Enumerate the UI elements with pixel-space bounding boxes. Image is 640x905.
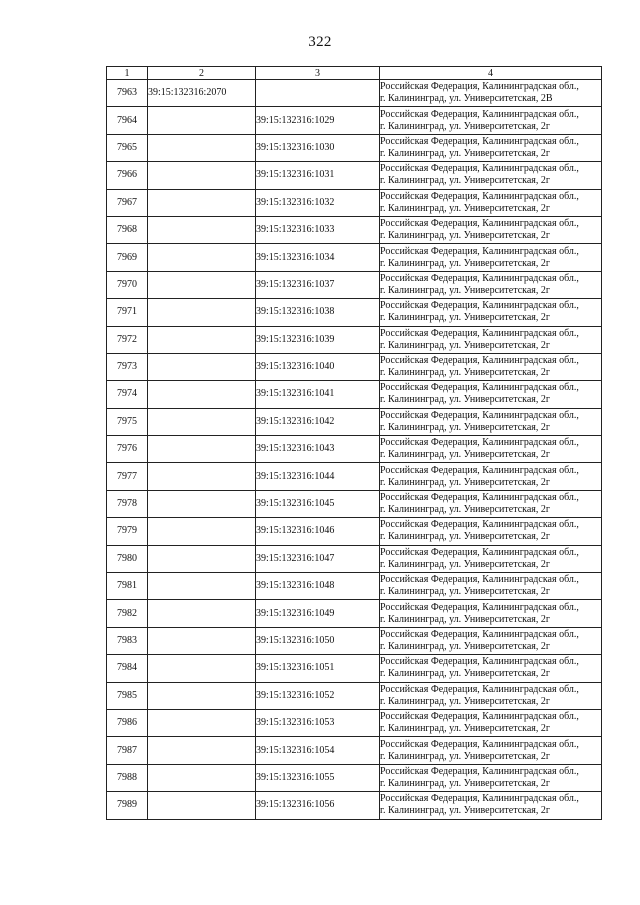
cadastral-number-col3: 39:15:132316:1031 <box>256 162 380 189</box>
address-cell <box>380 189 602 216</box>
cadastral-number-col2 <box>148 573 256 600</box>
cadastral-number-col2 <box>148 381 256 408</box>
header-row <box>107 67 602 80</box>
row-number: 7984 <box>107 655 148 682</box>
address-line-1: Российская Федерация, Калининградская обл., <box>380 108 579 120</box>
address-line-2: г. Калининград, ул. Университетская, 2г <box>380 641 550 652</box>
address-line-1: Российская Федерация, Калининградская обл., <box>380 218 579 230</box>
cadastral-number-col2 <box>148 545 256 572</box>
address-line-1: Российская Федерация, Калининградская обл., <box>380 464 579 476</box>
row-number: 7969 <box>107 244 148 271</box>
row-number: 7977 <box>107 463 148 490</box>
cadastral-number-col2 <box>148 271 256 298</box>
address-cell <box>380 518 602 545</box>
address-line-1: Российская Федерация, Калининградская обл., <box>380 519 579 531</box>
row-number: 7983 <box>107 627 148 654</box>
address-line-2: г. Калининград, ул. Университетская, 2г <box>380 257 550 269</box>
table-row <box>107 326 602 353</box>
cadastral-number-col2: 39:15:132316:2070 <box>148 80 256 107</box>
address-line-1: Российская Федерация, Калининградская обл., <box>380 163 579 175</box>
address-cell <box>380 80 602 107</box>
table-row <box>107 244 602 271</box>
cadastral-number-col2 <box>148 682 256 709</box>
row-number: 7978 <box>107 490 148 517</box>
address-cell <box>380 271 602 298</box>
address-line-2: г. Калининград, ул. Университетская, 2г <box>380 558 550 570</box>
cadastral-number-col3: 39:15:132316:1042 <box>256 408 380 435</box>
cadastral-number-col3: 39:15:132316:1032 <box>256 189 380 216</box>
cadastral-number-col3: 39:15:132316:1040 <box>256 353 380 380</box>
address-cell <box>380 463 602 490</box>
row-number: 7968 <box>107 216 148 243</box>
address-line-2: г. Калининград, ул. Университетская, 2г <box>380 449 550 461</box>
address-line-1: Российская Федерация, Калининградская обл., <box>380 327 579 339</box>
address-line-1: Российская Федерация, Калининградская обл., <box>380 135 579 147</box>
cadastral-number-col2 <box>148 189 256 216</box>
cadastral-number-col2 <box>148 162 256 189</box>
address-line-2: г. Калининград, ул. Университетская, 2г <box>380 613 550 625</box>
cadastral-number-col3: 39:15:132316:1041 <box>256 381 380 408</box>
table-row <box>107 162 602 189</box>
address-line-1: Российская Федерация, Калининградская обл., <box>380 793 579 805</box>
table-row <box>107 353 602 380</box>
table-header <box>107 67 602 80</box>
cadastral-number-col2 <box>148 134 256 161</box>
cadastral-number-col3: 39:15:132316:1050 <box>256 627 380 654</box>
table-row <box>107 682 602 709</box>
table-row <box>107 573 602 600</box>
cadastral-number-col3: 39:15:132316:1051 <box>256 655 380 682</box>
address-line-1: Российская Федерация, Калининградская обл., <box>380 711 579 723</box>
cadastral-number-col2 <box>148 353 256 380</box>
address-line-1: Российская Федерация, Калининградская обл., <box>380 245 579 257</box>
cadastral-number-col3: 39:15:132316:1052 <box>256 682 380 709</box>
cadastral-number-col2 <box>148 518 256 545</box>
table-row <box>107 518 602 545</box>
row-number: 7989 <box>107 792 148 819</box>
address-line-1: Российская Федерация, Калининградская обл., <box>380 683 579 695</box>
row-number: 7964 <box>107 107 148 134</box>
table-row <box>107 299 602 326</box>
address-line-2: г. Калининград, ул. Университетская, 2г <box>380 723 550 735</box>
table-row <box>107 134 602 161</box>
address-cell <box>380 216 602 243</box>
address-line-1: Российская Федерация, Калининградская обл., <box>380 272 579 284</box>
address-cell <box>380 709 602 736</box>
row-number: 7987 <box>107 737 148 764</box>
address-line-2: г. Калининград, ул. Университетская, 2г <box>380 175 550 187</box>
address-cell <box>380 436 602 463</box>
table-row <box>107 216 602 243</box>
cadastral-number-col3: 39:15:132316:1053 <box>256 709 380 736</box>
row-number: 7979 <box>107 518 148 545</box>
table-row <box>107 737 602 764</box>
address-line-1: Российская Федерация, Калининградская обл., <box>380 437 579 449</box>
header-col-3: 3 <box>256 67 380 80</box>
address-cell <box>380 627 602 654</box>
address-line-1: Российская Федерация, Калининградская обл., <box>380 629 579 640</box>
address-line-2: г. Калининград, ул. Университетская, 2г <box>380 777 550 789</box>
cadastral-number-col3: 39:15:132316:1046 <box>256 518 380 545</box>
cadastral-number-col3: 39:15:132316:1047 <box>256 545 380 572</box>
cadastral-number-col2 <box>148 764 256 791</box>
table-row <box>107 655 602 682</box>
cadastral-number-col3: 39:15:132316:1038 <box>256 299 380 326</box>
address-line-1: Российская Федерация, Калининградская обл., <box>380 355 579 367</box>
cadastral-number-col2 <box>148 408 256 435</box>
cadastral-number-col3: 39:15:132316:1043 <box>256 436 380 463</box>
row-number: 7966 <box>107 162 148 189</box>
address-cell <box>380 408 602 435</box>
address-cell <box>380 764 602 791</box>
address-cell <box>380 545 602 572</box>
address-line-2: г. Калининград, ул. Университетская, 2г <box>380 750 550 762</box>
address-cell <box>380 134 602 161</box>
address-line-2: г. Калининград, ул. Университетская, 2г <box>380 120 550 132</box>
cadastral-number-col2 <box>148 792 256 819</box>
table-row <box>107 490 602 517</box>
row-number: 7963 <box>107 80 148 107</box>
table-row <box>107 627 602 654</box>
address-line-2: г. Калининград, ул. Университетская, 2г <box>380 668 550 680</box>
row-number: 7970 <box>107 271 148 298</box>
cadastral-number-col3: 39:15:132316:1044 <box>256 463 380 490</box>
cadastral-number-col3: 39:15:132316:1029 <box>256 107 380 134</box>
address-line-1: Российская Федерация, Калининградская обл., <box>380 738 579 750</box>
header-col-4: 4 <box>380 67 602 80</box>
cadastral-number-col2 <box>148 299 256 326</box>
cadastral-number-col3: 39:15:132316:1049 <box>256 600 380 627</box>
address-line-2: г. Калининград, ул. Университетская, 2г <box>380 805 550 817</box>
table-row <box>107 436 602 463</box>
cadastral-number-col3: 39:15:132316:1045 <box>256 490 380 517</box>
table-row <box>107 80 602 107</box>
cadastral-number-col2 <box>148 326 256 353</box>
row-number: 7982 <box>107 600 148 627</box>
address-line-2: г. Калининград, ул. Университетская, 2г <box>380 339 550 351</box>
address-line-2: г. Калининград, ул. Университетская, 2г <box>380 367 550 379</box>
row-number: 7981 <box>107 573 148 600</box>
address-cell <box>380 107 602 134</box>
address-line-2: г. Калининград, ул. Университетская, 2г <box>380 476 550 488</box>
address-cell <box>380 244 602 271</box>
row-number: 7976 <box>107 436 148 463</box>
table-row <box>107 408 602 435</box>
cadastral-number-col3: 39:15:132316:1039 <box>256 326 380 353</box>
address-cell <box>380 490 602 517</box>
row-number: 7986 <box>107 709 148 736</box>
cadastral-number-col3: 39:15:132316:1054 <box>256 737 380 764</box>
address-cell <box>380 299 602 326</box>
table-body <box>107 80 602 820</box>
row-number: 7965 <box>107 134 148 161</box>
address-line-2: г. Калининград, ул. Университетская, 2г <box>380 421 550 433</box>
cadastral-number-col2 <box>148 600 256 627</box>
cadastral-number-col2 <box>148 436 256 463</box>
page-number: 322 <box>308 34 332 50</box>
cadastral-number-col3: 39:15:132316:1055 <box>256 764 380 791</box>
address-line-2: г. Калининград, ул. Университетская, 2г <box>380 504 550 516</box>
address-line-1: Российская Федерация, Калининградская обл., <box>380 492 579 504</box>
address-line-2: г. Калининград, ул. Университетская, 2г <box>380 586 550 598</box>
row-number: 7975 <box>107 408 148 435</box>
address-line-2: г. Калининград, ул. Университетская, 2В <box>380 93 553 105</box>
row-number: 7985 <box>107 682 148 709</box>
address-line-1: Российская Федерация, Калининградская обл., <box>380 382 579 394</box>
table-row <box>107 764 602 791</box>
cadastral-number-col3 <box>256 80 380 107</box>
cadastral-number-col3: 39:15:132316:1034 <box>256 244 380 271</box>
address-cell <box>380 326 602 353</box>
row-number: 7974 <box>107 381 148 408</box>
registry-table <box>106 66 602 820</box>
address-cell <box>380 737 602 764</box>
address-line-2: г. Калининград, ул. Университетская, 2г <box>380 230 550 242</box>
cadastral-number-col3: 39:15:132316:1048 <box>256 573 380 600</box>
table-row <box>107 271 602 298</box>
cadastral-number-col3: 39:15:132316:1030 <box>256 134 380 161</box>
row-number: 7971 <box>107 299 148 326</box>
table-row <box>107 463 602 490</box>
address-line-1: Российская Федерация, Калининградская обл., <box>380 81 579 93</box>
cadastral-number-col2 <box>148 463 256 490</box>
table-row <box>107 545 602 572</box>
table-row <box>107 600 602 627</box>
address-line-2: г. Калининград, ул. Университетская, 2г <box>380 202 550 214</box>
row-number: 7988 <box>107 764 148 791</box>
cadastral-number-col2 <box>148 216 256 243</box>
cadastral-number-col2 <box>148 490 256 517</box>
address-cell <box>380 682 602 709</box>
cadastral-number-col2 <box>148 655 256 682</box>
cadastral-number-col3: 39:15:132316:1056 <box>256 792 380 819</box>
cadastral-number-col2 <box>148 627 256 654</box>
address-cell <box>380 655 602 682</box>
table-row <box>107 189 602 216</box>
address-cell <box>380 600 602 627</box>
cadastral-number-col2 <box>148 244 256 271</box>
row-number: 7972 <box>107 326 148 353</box>
cadastral-number-col2 <box>148 709 256 736</box>
table-row <box>107 709 602 736</box>
table-row <box>107 792 602 819</box>
address-line-2: г. Калининград, ул. Университетская, 2г <box>380 695 550 707</box>
address-cell <box>380 162 602 189</box>
address-line-2: г. Калининград, ул. Университетская, 2г <box>380 284 550 296</box>
cadastral-number-col3: 39:15:132316:1033 <box>256 216 380 243</box>
address-line-1: Российская Федерация, Калининградская обл., <box>380 574 579 586</box>
address-line-1: Российская Федерация, Калининградская обл., <box>380 656 579 668</box>
cadastral-number-col2 <box>148 737 256 764</box>
address-cell <box>380 573 602 600</box>
row-number: 7973 <box>107 353 148 380</box>
address-line-1: Российская Федерация, Калининградская обл., <box>380 546 579 558</box>
address-cell <box>380 353 602 380</box>
address-line-1: Российская Федерация, Калининградская обл., <box>380 190 579 202</box>
address-line-2: г. Калининград, ул. Университетская, 2г <box>380 147 550 159</box>
address-line-1: Российская Федерация, Калининградская обл., <box>380 409 579 421</box>
address-line-1: Российская Федерация, Калининградская обл., <box>380 601 579 613</box>
row-number: 7980 <box>107 545 148 572</box>
address-line-2: г. Калининград, ул. Университетская, 2г <box>380 531 550 543</box>
table-row <box>107 107 602 134</box>
address-line-2: г. Калининград, ул. Университетская, 2г <box>380 312 550 324</box>
address-line-1: Российская Федерация, Калининградская обл., <box>380 300 579 312</box>
address-cell <box>380 381 602 408</box>
header-col-1: 1 <box>107 67 148 80</box>
address-line-1: Российская Федерация, Калининградская обл., <box>380 765 579 777</box>
cadastral-number-col3: 39:15:132316:1037 <box>256 271 380 298</box>
address-cell <box>380 792 602 819</box>
address-line-2: г. Калининград, ул. Университетская, 2г <box>380 394 550 406</box>
row-number: 7967 <box>107 189 148 216</box>
table-row <box>107 381 602 408</box>
cadastral-number-col2 <box>148 107 256 134</box>
header-col-2: 2 <box>148 67 256 80</box>
